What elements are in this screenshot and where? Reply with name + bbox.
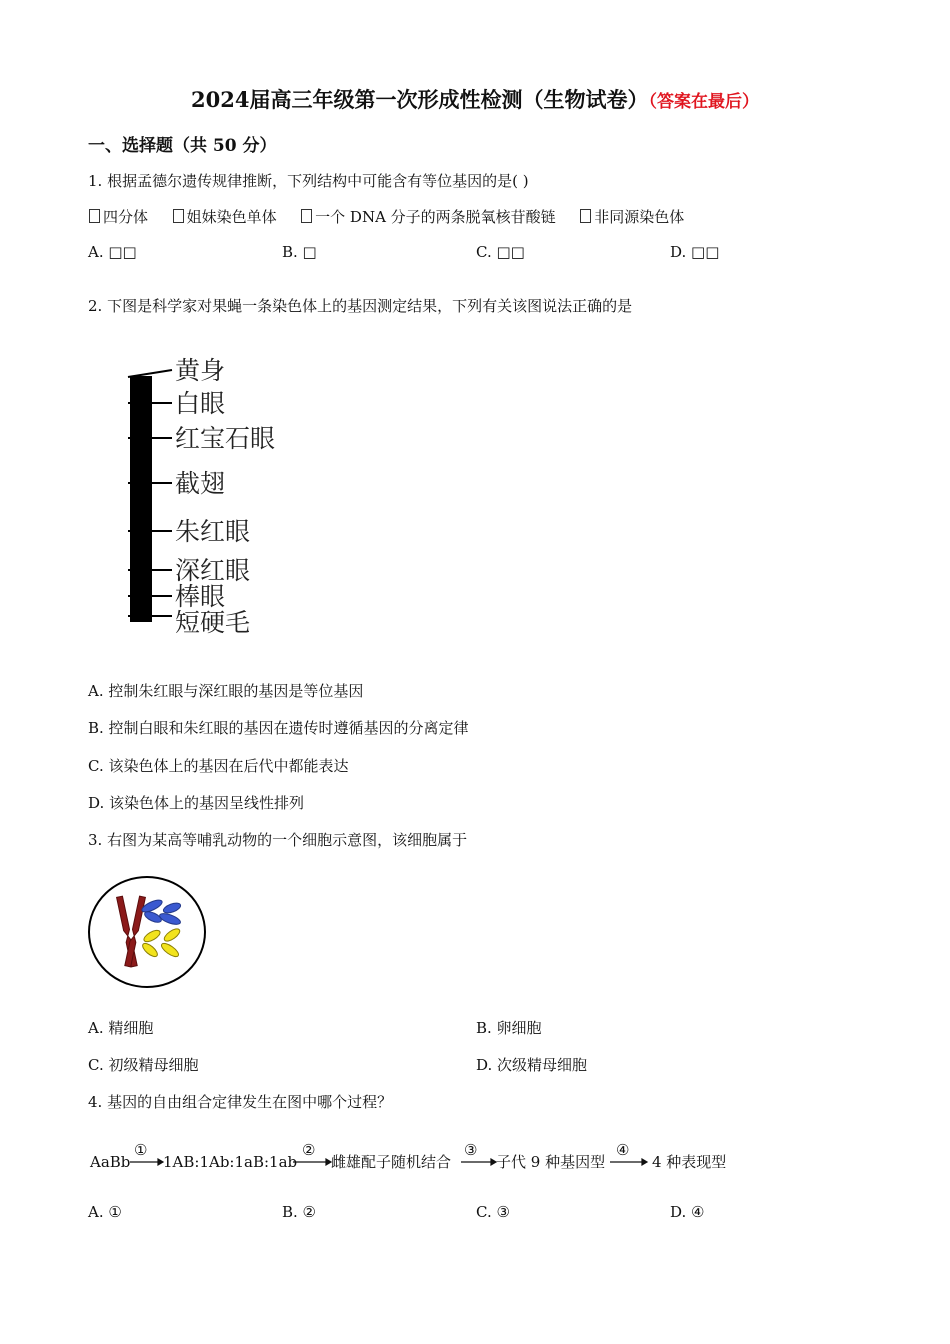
q4-stem: 4. 基因的自由组合定律发生在图中哪个过程？ xyxy=(88,1093,393,1111)
q4-option-b[interactable]: B. ② xyxy=(282,1203,317,1221)
gene-label: 白眼 xyxy=(175,389,226,418)
cell-membrane xyxy=(89,877,205,987)
q1-item: 四分体 xyxy=(103,208,149,226)
q2-option-b[interactable]: B. 控制白眼和朱红眼的基因在遗传时遵循基因的分离定律 xyxy=(88,719,469,737)
gene-label: 黄身 xyxy=(175,356,226,385)
flow-node: 雌雄配子随机结合 xyxy=(331,1153,452,1171)
step-label: ② xyxy=(302,1141,316,1159)
title-main: 2024届高三年级第一次形成性检测（生物试卷） xyxy=(191,87,649,112)
q1-option-d[interactable]: D. □□ xyxy=(670,243,720,261)
item-marker-icon xyxy=(173,209,184,223)
process-flow-diagram xyxy=(86,1138,746,1178)
q3-option-d[interactable]: D. 次级精母细胞 xyxy=(476,1056,588,1074)
q2-option-d[interactable]: D. 该染色体上的基因呈线性排列 xyxy=(88,794,305,812)
item-marker-icon xyxy=(301,209,312,223)
step-label: ④ xyxy=(616,1141,630,1159)
q4-option-a[interactable]: A. ① xyxy=(88,1203,122,1221)
chromosome-gene-map xyxy=(120,348,310,648)
section-heading: 一、选择题（共 50 分） xyxy=(88,136,277,156)
chromosome-bar xyxy=(130,376,152,622)
q1-item: 一个 DNA 分子的两条脱氧核苷酸链 xyxy=(315,208,556,226)
q3-stem: 3. 右图为某高等哺乳动物的一个细胞示意图，该细胞属于 xyxy=(88,831,468,849)
title-note: （答案在最后） xyxy=(648,92,759,112)
cell-diagram xyxy=(86,872,210,992)
step-label: ③ xyxy=(464,1141,478,1159)
q2-stem: 2. 下图是科学家对果蝇一条染色体上的基因测定结果，下列有关该图说法正确的是 xyxy=(88,297,633,315)
item-marker-icon xyxy=(89,209,100,223)
q1-stem: 1. 根据孟德尔遗传规律推断，下列结构中可能含有等位基因的是( ) xyxy=(88,172,529,190)
q1-option-a[interactable]: A. □□ xyxy=(88,243,137,261)
q1-option-c[interactable]: C. □□ xyxy=(476,243,525,261)
q3-option-a[interactable]: A. 精细胞 xyxy=(88,1019,154,1037)
gene-label: 短硬毛 xyxy=(175,608,251,637)
q1-option-b[interactable]: B. □ xyxy=(282,243,317,261)
q3-option-c[interactable]: C. 初级精母细胞 xyxy=(88,1056,199,1074)
gene-label: 红宝石眼 xyxy=(175,424,276,453)
q2-option-a[interactable]: A. 控制朱红眼与深红眼的基因是等位基因 xyxy=(88,682,364,700)
page-title xyxy=(0,84,950,114)
flow-node: 1AB:1Ab:1aB:1ab xyxy=(163,1153,298,1171)
step-label: ① xyxy=(134,1141,148,1159)
q1-items xyxy=(88,206,684,227)
gene-label: 截翅 xyxy=(175,469,226,498)
q3-option-b[interactable]: B. 卵细胞 xyxy=(476,1019,542,1037)
q2-option-c[interactable]: C. 该染色体上的基因在后代中都能表达 xyxy=(88,757,349,775)
item-marker-icon xyxy=(580,209,591,223)
q1-item: 非同源染色体 xyxy=(594,208,685,226)
flow-node: 4 种表现型 xyxy=(652,1153,727,1171)
gene-label: 朱红眼 xyxy=(175,517,251,546)
flow-start: AaBb xyxy=(90,1153,131,1171)
q4-option-d[interactable]: D. ④ xyxy=(670,1203,705,1221)
gene-label: 深红眼 xyxy=(175,556,251,585)
flow-node: 子代 9 种基因型 xyxy=(496,1153,606,1171)
q1-item: 姐妹染色单体 xyxy=(186,208,277,226)
gene-label: 棒眼 xyxy=(175,582,226,611)
q4-option-c[interactable]: C. ③ xyxy=(476,1203,510,1221)
